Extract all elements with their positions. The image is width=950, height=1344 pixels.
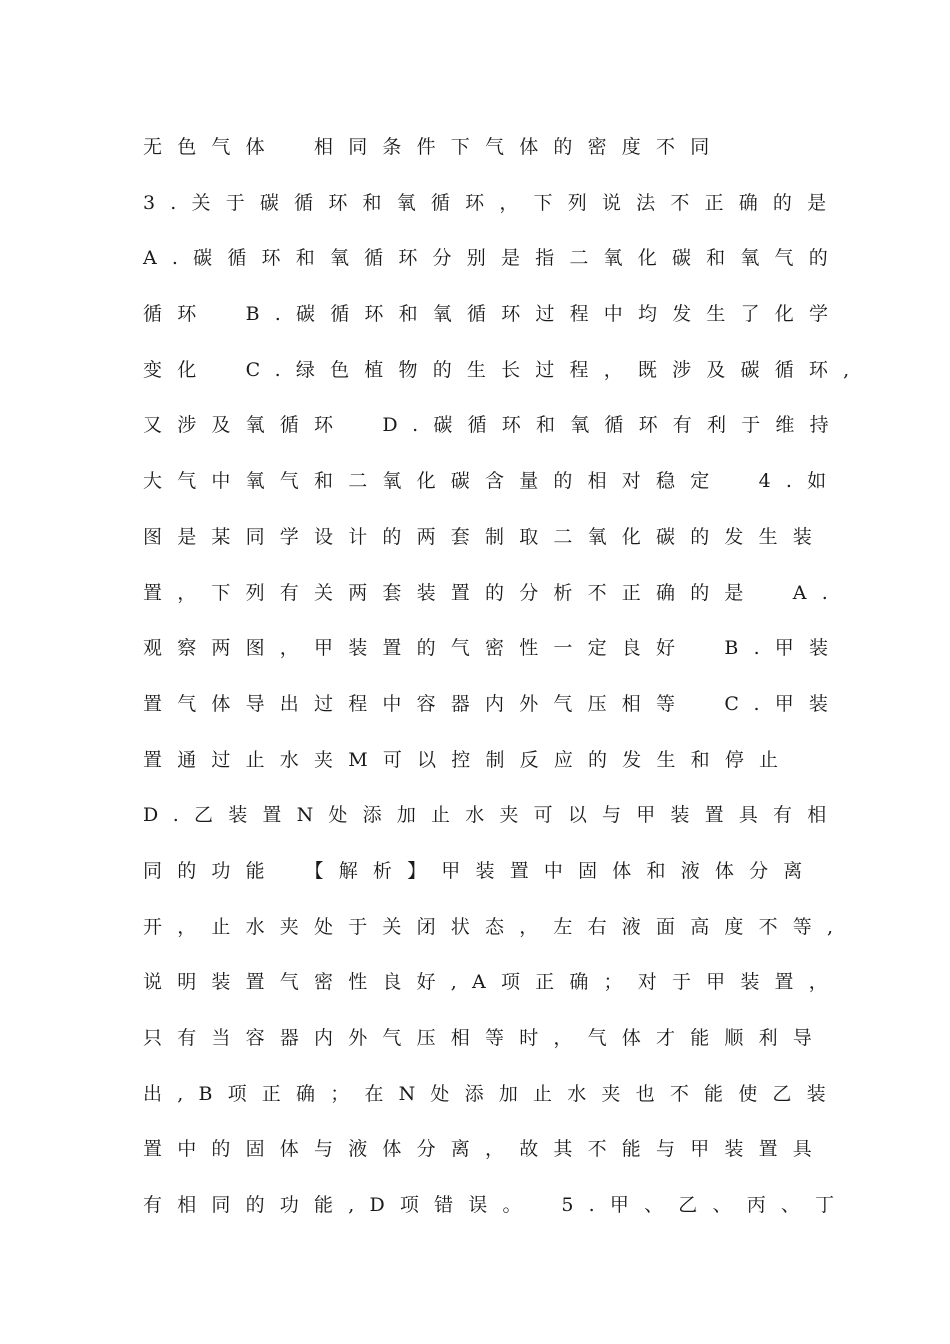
text-line: 置中的固体与液体分离，故其不能与甲装置具 bbox=[143, 1138, 828, 1161]
text-line: 3.关于碳循环和氧循环，下列说法不正确的是 bbox=[143, 191, 842, 214]
text-line: 只有当容器内外气压相等时，气体才能顺利导 bbox=[143, 1027, 828, 1049]
text-line: 循环 B.碳循环和氧循环过程中均发生了化学 bbox=[143, 303, 844, 326]
text-line: 变化 C.绿色植物的生长过程，既涉及碳循环, bbox=[143, 358, 865, 381]
text-line: A.碳循环和氧循环分别是指二氧化碳和氧气的 bbox=[143, 247, 843, 270]
text-line: 有相同的功能,D项错误。 5.甲、乙、丙、丁 bbox=[143, 1194, 850, 1217]
text-line: 大气中氧气和二氧化碳含量的相对稳定 4.如 bbox=[143, 470, 842, 493]
text-line: 无色气体 相同条件下气体的密度不同 bbox=[143, 136, 725, 158]
text-line: D.乙装置N处添加止水夹可以与甲装置具有相 bbox=[143, 804, 842, 827]
text-line: 置气体导出过程中容器内外气压相等 C.甲装 bbox=[143, 692, 844, 715]
text-line: 说明装置气密性良好,A项正确；对于甲装置， bbox=[143, 971, 843, 994]
text-line: 同的功能 【解析】甲装置中固体和液体分离 bbox=[143, 859, 818, 882]
text-line: 又涉及氧循环 D.碳循环和氧循环有利于维持 bbox=[143, 414, 844, 437]
text-line: 观察两图，甲装置的气密性一定良好 B.甲装 bbox=[143, 637, 844, 660]
text-line: 图是某同学设计的两套制取二氧化碳的发生装 bbox=[143, 525, 828, 548]
document-body bbox=[143, 120, 865, 1234]
text-line: 置，下列有关两套装置的分析不正确的是 A. bbox=[143, 581, 843, 604]
text-line: 出,B项正确；在N处添加止水夹也不能使乙装 bbox=[143, 1082, 841, 1105]
text-line: 开，止水夹处于关闭状态，左右液面高度不等, bbox=[143, 915, 849, 938]
text-line: 置通过止水夹M可以控制反应的发生和停止 bbox=[143, 748, 794, 771]
